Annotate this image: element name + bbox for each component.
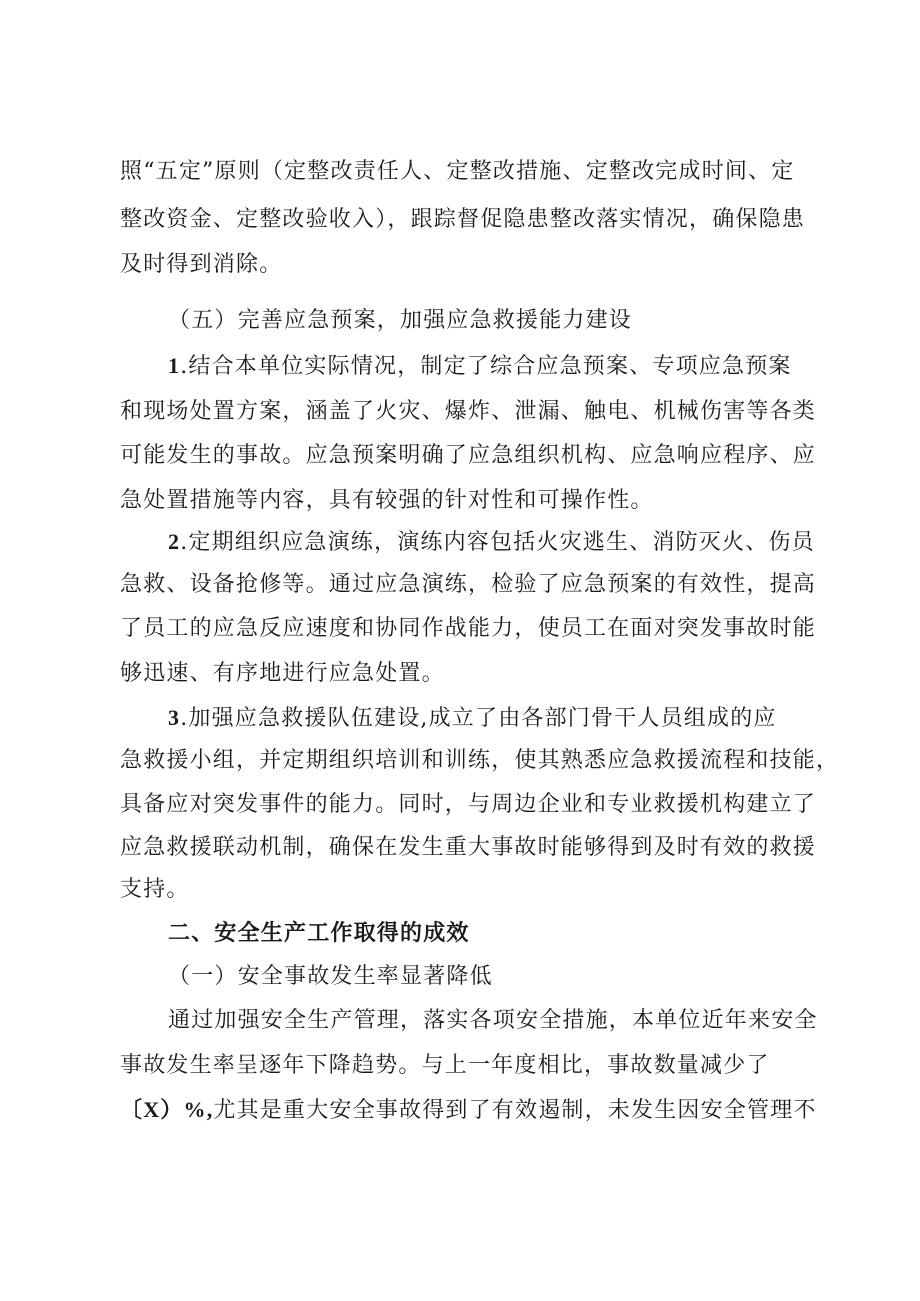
paragraph-line: 够迅速、有序地进行应急处置。 <box>120 661 445 686</box>
paragraph-line: 通过加强安全生产管理，落实各项安全措施，本单位近年来安全 <box>168 1008 818 1033</box>
paragraph-line: 了员工的应急反应速度和协同作战能力，使员工在面对突发事故时能 <box>120 616 817 641</box>
item-text: .加强应急救援队伍建设,成立了由各部门骨干人员组成的应 <box>180 706 777 731</box>
item-number: 3 <box>168 705 181 730</box>
paragraph-line: 可能发生的事故。应急预案明确了应急组织机构、应急响应程序、应 <box>120 443 817 468</box>
item-number: 2 <box>168 529 181 554</box>
paragraph-line: 具备应对突发事件的能力。同时，与周边企业和专业救援机构建立了 <box>120 792 817 817</box>
paragraph-line: 及时得到消除。 <box>120 252 283 277</box>
section-heading-5: （五）完善应急预案，加强应急救援能力建设 <box>168 308 633 333</box>
numbered-item-1-first-line <box>168 351 792 382</box>
numbered-item-2-first-line <box>168 527 815 558</box>
paragraph-line: 整改资金、定整改验收入），跟踪督促隐患整改落实情况，确保隐患 <box>120 207 806 232</box>
paragraph-line: 支持。 <box>120 877 190 902</box>
line-text: 尤其是重大安全事故得到了有效遏制，未发生因安全管理不 <box>213 1098 817 1123</box>
paragraph-line: 和现场处置方案，涵盖了火灾、爆炸、泄漏、触电、机械伤害等各类 <box>120 399 817 424</box>
paragraph-line: 急救援小组，并定期组织培训和训练，使其熟悉应急救援流程和技能， <box>120 748 840 773</box>
section-heading-2: 二、安全生产工作取得的成效 <box>168 920 470 946</box>
paragraph-line-last <box>120 1095 817 1126</box>
paragraph-line: 事故发生率呈逐年下降趋势。与上一年度相比，事故数量减少了 <box>120 1053 770 1078</box>
paragraph-line: 应急救援联动机制，确保在发生重大事故时能够得到及时有效的救援 <box>120 835 817 860</box>
subsection-heading-1: （一）安全事故发生率显著降低 <box>168 964 493 989</box>
item-number: 1 <box>168 353 181 378</box>
item-text: .定期组织应急演练，演练内容包括火灾逃生、消防灭火、伤员 <box>180 530 815 555</box>
paragraph-line: 照“五定”原则（定整改责任人、定整改措施、定整改完成时间、定 <box>120 159 795 184</box>
paragraph-line: 急救、设备抢修等。通过应急演练，检验了应急预案的有效性，提高 <box>120 572 817 597</box>
bold-placeholder: 〔X）%, <box>120 1097 214 1122</box>
numbered-item-3-first-line <box>168 703 777 734</box>
item-text: .结合本单位实际情况，制定了综合应急预案、专项应急预案 <box>180 354 792 379</box>
paragraph-line: 急处置措施等内容，具有较强的针对性和可操作性。 <box>120 488 654 513</box>
